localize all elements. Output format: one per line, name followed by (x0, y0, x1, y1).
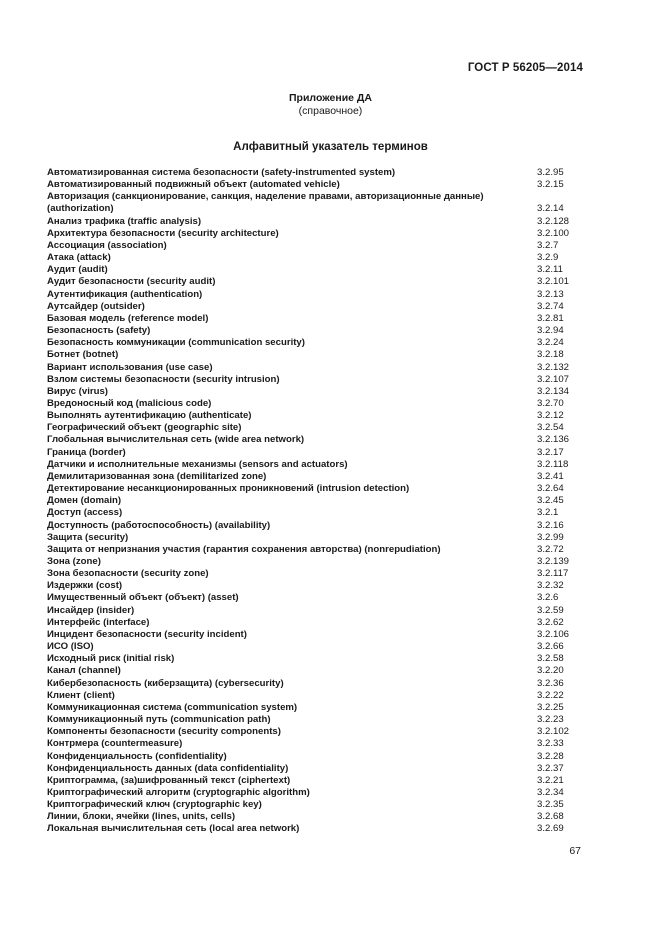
index-title: Алфавитный указатель терминов (233, 141, 428, 153)
index-term: Коммуникационный путь (communication path) (47, 714, 271, 726)
index-reference: 3.2.34 (537, 786, 564, 798)
index-entry (47, 823, 587, 835)
index-reference: 3.2.37 (537, 762, 564, 774)
index-reference: 3.2.99 (537, 531, 564, 543)
index-entry (47, 495, 587, 507)
index-entry (47, 690, 587, 702)
index-reference: 3.2.107 (537, 373, 570, 385)
index-entry (47, 532, 587, 544)
index-reference: 3.2.106 (537, 628, 570, 640)
index-entry (47, 580, 587, 592)
appendix-subtitle: (справочное) (298, 104, 363, 117)
index-entry (47, 471, 587, 483)
index-entry (47, 325, 587, 337)
index-entry (47, 775, 587, 787)
index-term: Аудит (audit) (47, 264, 108, 276)
index-term: Аудит безопасности (security audit) (47, 276, 216, 288)
index-term: Аутсайдер (outsider) (47, 300, 145, 312)
index-entry (47, 520, 587, 532)
index-reference: 3.2.23 (537, 714, 564, 726)
index-reference: 3.2.134 (537, 385, 570, 397)
index-entry (47, 629, 587, 641)
index-reference: 3.2.68 (537, 811, 564, 823)
index-entry (47, 665, 587, 677)
index-reference: 3.2.54 (537, 422, 564, 434)
index-term: Географический объект (geographic site) (47, 422, 242, 434)
index-reference: 3.2.59 (537, 604, 564, 616)
index-term: Детектирование несанкционированных проникновений (intrusion detection) (47, 483, 410, 495)
index-entry (47, 483, 587, 495)
index-term: Имущественный объект (объект) (asset) (47, 592, 239, 604)
index-entry (47, 252, 587, 264)
index-term: Линии, блоки, ячейки (lines, units, cells) (47, 811, 236, 823)
index-term: Граница (border) (47, 446, 126, 458)
index-entry (47, 228, 587, 240)
index-term: Канал (channel) (47, 665, 121, 677)
index-entry (47, 289, 587, 301)
index-term: Инцидент безопасности (security incident) (47, 628, 247, 640)
index-term: Атака (attack) (47, 252, 111, 264)
index-reference: 3.2.94 (537, 325, 564, 337)
index-entry (47, 507, 587, 519)
index-term: Датчики и исполнительные механизмы (sensors and actuators) (47, 458, 348, 470)
appendix-heading (0, 92, 661, 117)
index-reference: 3.2.35 (537, 799, 564, 811)
term-index-list (47, 167, 587, 836)
index-term: Компоненты безопасности (security components) (47, 726, 281, 738)
index-term: Защита от непризнания участия (гарантия сохранения авторства) (nonrepudiation) (47, 543, 441, 555)
index-reference: 3.2.18 (537, 349, 564, 361)
index-reference: 3.2.13 (537, 288, 564, 300)
index-reference: 3.2.62 (537, 616, 564, 628)
index-reference: 3.2.70 (537, 397, 564, 409)
index-entry (47, 738, 587, 750)
index-reference: 3.2.33 (537, 738, 564, 750)
index-reference: 3.2.128 (537, 215, 570, 227)
index-reference: 3.2.100 (537, 227, 570, 239)
index-term: Глобальная вычислительная сеть (wide area network) (47, 434, 305, 446)
index-term: Коммуникационная система (communication system) (47, 701, 298, 713)
index-reference: 3.2.74 (537, 300, 564, 312)
index-entry (47, 811, 587, 823)
index-term: Выполнять аутентификацию (authenticate) (47, 410, 252, 422)
index-entry (47, 264, 587, 276)
page-number: 67 (569, 845, 581, 857)
index-entry (47, 447, 587, 459)
index-term: Контрмера (countermeasure) (47, 738, 183, 750)
index-reference: 3.2.118 (537, 458, 569, 470)
index-entry (47, 605, 587, 617)
index-term: Вариант использования (use case) (47, 361, 213, 373)
index-term: Автоматизированная система безопасности (safety-instrumented system) (47, 167, 396, 178)
index-term: Взлом системы безопасности (security intrusion) (47, 373, 280, 385)
index-entry (47, 459, 587, 471)
index-term: Автоматизированный подвижный объект (automated vehicle) (47, 179, 340, 191)
index-entry (47, 313, 587, 325)
index-term: Безопасность (safety) (47, 325, 151, 337)
index-reference: 3.2.7 (537, 239, 559, 251)
index-term: Ассоциация (association) (47, 239, 167, 251)
index-entry (47, 301, 587, 313)
index-entry (47, 592, 587, 604)
document-code: ГОСТ Р 56205—2014 (467, 62, 583, 74)
index-reference: 3.2.102 (537, 726, 570, 738)
index-entry (47, 398, 587, 410)
index-reference: 3.2.72 (537, 543, 564, 555)
index-term: Инсайдер (insider) (47, 604, 135, 616)
index-entry (47, 641, 587, 653)
index-entry (47, 653, 587, 665)
index-reference: 3.2.64 (537, 483, 564, 495)
index-reference: 3.2.132 (537, 361, 570, 373)
index-entry (47, 167, 587, 179)
index-term: Аутентификация (authentication) (47, 288, 203, 300)
index-reference: 3.2.36 (537, 677, 564, 689)
index-term: Анализ трафика (traffic analysis) (47, 215, 202, 227)
index-term: Вредоносный код (malicious code) (47, 397, 212, 409)
index-entry (47, 276, 587, 288)
index-entry (47, 191, 587, 215)
index-reference: 3.2.16 (537, 519, 564, 531)
index-entry (47, 751, 587, 763)
index-term: Исходный риск (initial risk) (47, 653, 175, 665)
index-term: Локальная вычислительная сеть (local area network) (47, 823, 300, 835)
index-term: Доступность (работоспособность) (availability) (47, 519, 271, 531)
index-entry (47, 702, 587, 714)
index-term: Вирус (virus) (47, 385, 108, 397)
index-term: Зона безопасности (security zone) (47, 568, 209, 580)
index-reference: 3.2.58 (537, 653, 564, 665)
index-term: ИСО (ISO) (47, 641, 94, 653)
index-reference: 3.2.25 (537, 701, 564, 713)
index-entry (47, 678, 587, 690)
index-entry (47, 434, 587, 446)
index-entry (47, 568, 587, 580)
index-entry (47, 556, 587, 568)
index-entry (47, 799, 587, 811)
index-entry (47, 726, 587, 738)
index-reference: 3.2.95 (537, 167, 564, 178)
index-reference: 3.2.136 (537, 434, 570, 446)
index-term: Криптограмма, (за)шифрованный текст (ciphertext) (47, 774, 291, 786)
index-reference: 3.2.69 (537, 823, 564, 835)
appendix-title: Приложение ДА (289, 92, 372, 104)
index-entry (47, 386, 587, 398)
index-entry (47, 337, 587, 349)
index-term: Конфиденциальность данных (data confidentiality) (47, 762, 289, 774)
index-entry (47, 374, 587, 386)
index-reference: 3.2.117 (537, 568, 569, 580)
index-term: Демилитаризованная зона (demilitarized zone) (47, 470, 267, 482)
index-entry (47, 544, 587, 556)
index-entry (47, 787, 587, 799)
index-term: Ботнет (botnet) (47, 349, 119, 361)
index-term: Архитектура безопасности (security architecture) (47, 227, 279, 239)
index-reference: 3.2.17 (537, 446, 564, 458)
index-reference: 3.2.14 (537, 203, 564, 215)
index-term: Доступ (access) (47, 507, 123, 519)
index-reference: 3.2.9 (537, 252, 559, 264)
index-entry (47, 422, 587, 434)
index-entry (47, 617, 587, 629)
index-reference: 3.2.11 (537, 264, 563, 276)
index-term: Безопасность коммуникации (communication security) (47, 337, 305, 349)
index-entry (47, 240, 587, 252)
index-term: Домен (domain) (47, 495, 122, 507)
index-entry (47, 216, 587, 228)
index-reference: 3.2.139 (537, 556, 570, 567)
index-reference: 3.2.24 (537, 337, 564, 349)
index-reference: 3.2.45 (537, 495, 564, 507)
index-term: Издержки (cost) (47, 580, 123, 592)
index-term: Криптографический алгоритм (cryptographic algorithm) (47, 786, 310, 798)
index-entry (47, 349, 587, 361)
index-entry (47, 714, 587, 726)
index-entry (47, 362, 587, 374)
index-term: Зона (zone) (47, 556, 101, 567)
index-entry (47, 763, 587, 775)
index-entry (47, 179, 587, 191)
index-reference: 3.2.28 (537, 750, 564, 762)
index-reference: 3.2.6 (537, 592, 559, 604)
index-reference: 3.2.15 (537, 179, 564, 191)
index-reference: 3.2.41 (537, 470, 564, 482)
index-reference: 3.2.101 (537, 276, 570, 288)
index-reference: 3.2.12 (537, 410, 564, 422)
index-term: Авторизация (санкционирование, санкция, наделение правами, авторизационные данные) (authorization) (47, 191, 484, 215)
index-reference: 3.2.81 (537, 312, 564, 324)
index-term: Клиент (client) (47, 689, 115, 701)
index-term: Конфиденциальность (confidentiality) (47, 750, 227, 762)
index-reference: 3.2.21 (537, 774, 564, 786)
index-reference: 3.2.66 (537, 641, 564, 653)
index-term: Защита (security) (47, 531, 129, 543)
index-term: Интерфейс (interface) (47, 616, 150, 628)
index-term: Криптографический ключ (cryptographic key) (47, 799, 262, 811)
index-reference: 3.2.32 (537, 580, 564, 592)
index-reference: 3.2.1 (537, 507, 559, 519)
index-reference: 3.2.22 (537, 689, 564, 701)
index-term: Кибербезопасность (киберзащита) (cybersecurity) (47, 677, 284, 689)
index-term: Базовая модель (reference model) (47, 312, 209, 324)
index-reference: 3.2.20 (537, 665, 564, 677)
index-entry (47, 410, 587, 422)
